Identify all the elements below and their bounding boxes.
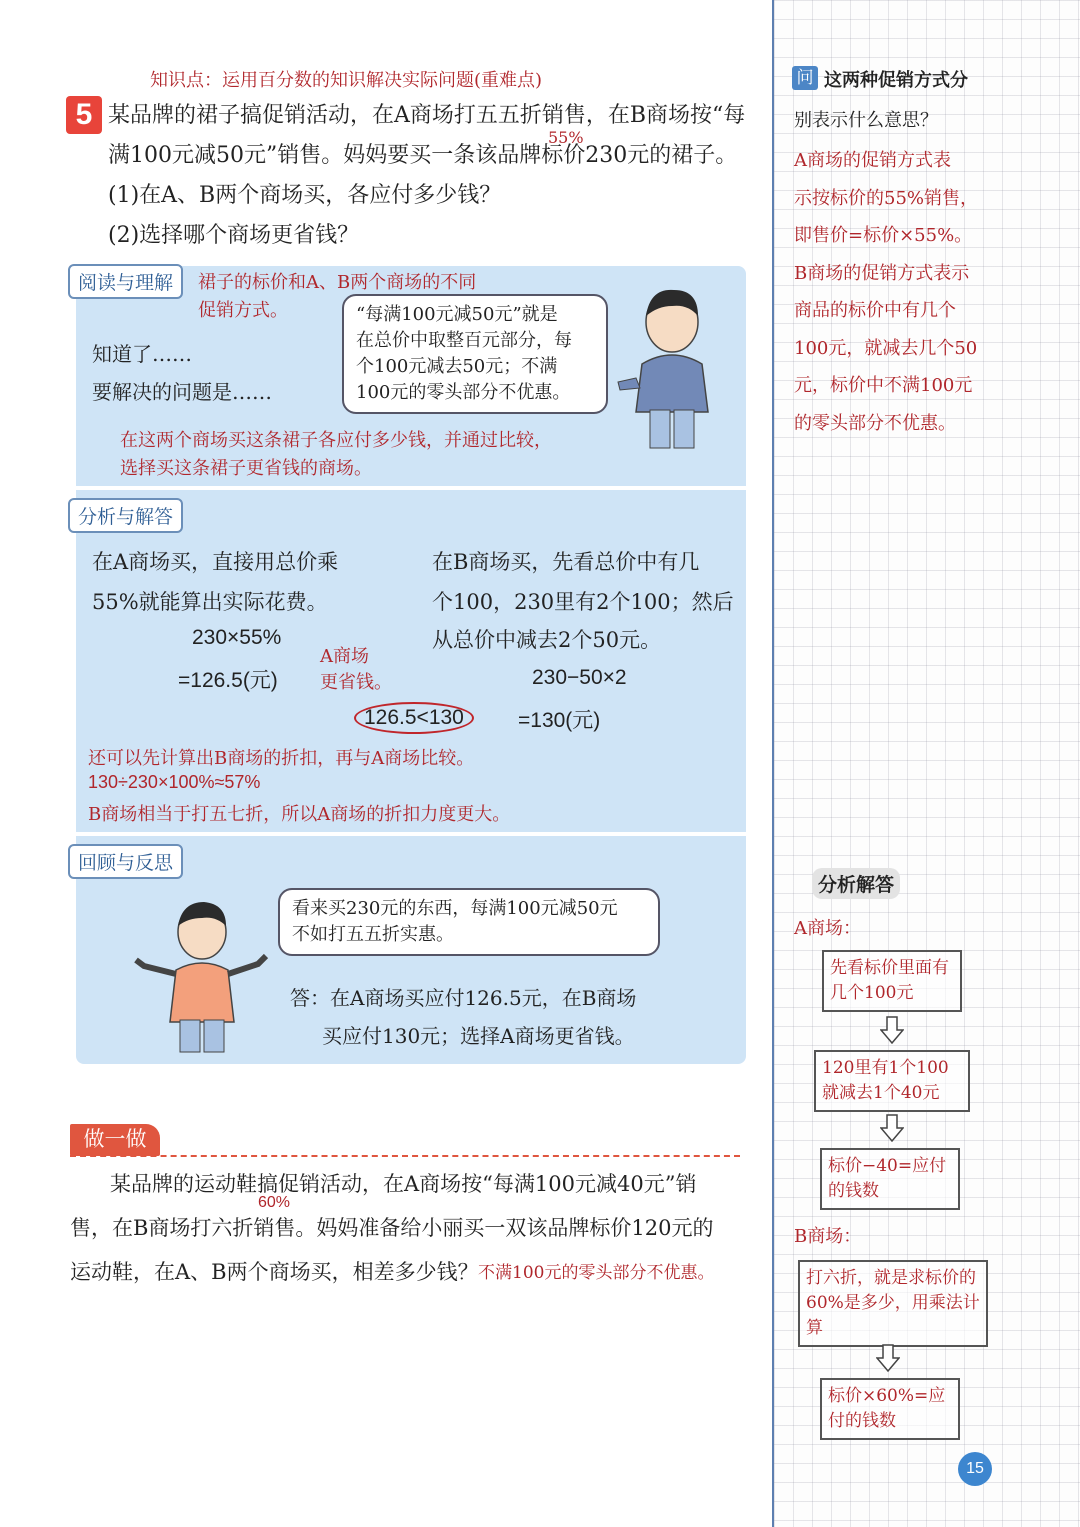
- sidebar-grid: [772, 0, 1080, 1527]
- review-tag: 回顾与反思: [68, 844, 183, 879]
- analysis-extra-3: B商场相当于打五七折，所以A商场的折扣力度更大。: [88, 804, 511, 825]
- analysis-extra-1: 还可以先计算出B商场的折扣，再与A商场比较。: [88, 748, 475, 769]
- flow-b-step-1: 打六折，就是求标价的60%是多少，用乘法计算: [798, 1260, 988, 1347]
- problem-question-1: (1)在A、B两个商场买，各应付多少钱？: [108, 183, 502, 208]
- reading-answer-line-2: 选择买这条裙子更省钱的商场。: [120, 458, 372, 479]
- boy-figure-2: [126, 896, 274, 1054]
- flow-b-step-2: 标价×60%=应付的钱数: [820, 1378, 960, 1440]
- reading-bubble-line-3: 个100元减去50元；不满: [356, 356, 558, 377]
- practice-tag: 做一做: [70, 1124, 160, 1156]
- arrow-down-icon: [880, 1016, 904, 1044]
- analysis-a-line-2: 55%就能算出实际花费。: [92, 590, 328, 614]
- analysis-b-calc-2: =130(元): [518, 709, 601, 732]
- analysis-compare: 126.5<130: [354, 702, 474, 734]
- question-number-badge: 5: [66, 96, 102, 134]
- review-bubble-line-1: 看来买230元的东西，每满100元减50元: [292, 898, 618, 919]
- analysis-extra-2: 130÷230×100%≈57%: [88, 772, 261, 792]
- flow-a-step-3: 标价−40=应付的钱数: [820, 1148, 960, 1210]
- sidebar-question-line-1: 这两种促销方式分: [824, 70, 968, 91]
- sidebar-question-line-2: 别表示什么意思？: [794, 110, 938, 131]
- analysis-b-line-2: 个100，230里有2个100；然后: [432, 590, 734, 614]
- reading-bubble-line-4: 100元的零头部分不优惠。: [356, 382, 571, 403]
- review-answer-line-1: 答：在A商场买应付126.5元，在B商场: [290, 986, 637, 1010]
- sidebar-answer-line: 商品的标价中有几个: [794, 300, 956, 321]
- knowledge-point-note: 知识点：运用百分数的知识解决实际问题(重难点): [150, 70, 543, 91]
- flow-a-step-1: 先看标价里面有几个100元: [822, 950, 962, 1012]
- practice-divider: [70, 1155, 740, 1157]
- review-bubble-line-2: 不如打五五折实惠。: [292, 924, 454, 945]
- arrow-down-icon: [880, 1114, 904, 1142]
- sidebar-answer-line: 示按标价的55%销售，: [794, 187, 979, 209]
- sidebar-answer: [794, 142, 978, 442]
- problem-line-2: 满100元减50元”销售。妈妈要买一条该品牌标价230元的裙子。: [108, 143, 738, 168]
- analysis-b-calc-1: 230−50×2: [532, 666, 627, 689]
- problem-text: [108, 96, 758, 256]
- sidebar-answer-line: B商场的促销方式表示: [794, 262, 970, 284]
- practice-note: 不满100元的零头部分不优惠。: [478, 1263, 715, 1283]
- analysis-b-line-3: 从总价中减去2个50元。: [432, 628, 662, 652]
- analysis-a-calc-2: =126.5(元): [178, 669, 278, 692]
- reading-answer-line-1: 在这两个商场买这条裙子各应付多少钱，并通过比较，: [120, 430, 552, 451]
- sidebar-answer-line: 元，标价中不满100元: [794, 375, 973, 396]
- practice-line-3: 运动鞋，在A、B两个商场买，相差多少钱？: [70, 1260, 479, 1284]
- reading-note-line-2: 促销方式。: [198, 300, 288, 321]
- reading-bubble-line-2: 在总价中取整百元部分，每: [356, 330, 572, 351]
- sidebar-answer-line: 即售价=标价×55%。: [794, 225, 973, 246]
- boy-figure-1: [612, 282, 732, 450]
- flow-a-label: A商场：: [794, 918, 861, 939]
- flow-title: 分析解答: [812, 868, 900, 899]
- reading-note-line-1: 裙子的标价和A、B两个商场的不同: [198, 272, 477, 293]
- problem-line-1: 某品牌的裙子搞促销活动，在A商场打五五折销售，在B商场按“每: [108, 103, 746, 128]
- reading-tag: 阅读与理解: [68, 264, 183, 299]
- problem-question-2: (2)选择哪个商场更省钱？: [108, 223, 360, 248]
- review-answer-line-2: 买应付130元；选择A商场更省钱。: [322, 1024, 635, 1048]
- sidebar-answer-line: 100元，就减去几个50: [794, 337, 978, 359]
- page-number: 15: [958, 1452, 992, 1486]
- practice-line-2: 售，在B商场打六折销售。妈妈准备给小丽买一双该品牌标价120元的: [70, 1216, 714, 1240]
- practice-pct-annotation: 60%: [258, 1194, 291, 1211]
- practice-line-1: 某品牌的运动鞋搞促销活动，在A商场按“每满100元减40元”销: [110, 1172, 697, 1196]
- sidebar-answer-line: 的零头部分不优惠。: [794, 412, 956, 434]
- analysis-a-line-1: 在A商场买，直接用总价乘: [92, 550, 339, 574]
- reading-known: 知道了……: [92, 342, 192, 366]
- analysis-tag: 分析与解答: [68, 498, 183, 533]
- reading-bubble-line-1: “每满100元减50元”就是: [356, 304, 558, 325]
- flow-a-step-2: 120里有1个100就减去1个40元: [814, 1050, 970, 1112]
- analysis-b-line-1: 在B商场买，先看总价中有几: [432, 550, 700, 574]
- review-bubble: [278, 888, 660, 956]
- pct-annotation: 55%: [548, 128, 584, 147]
- reading-bubble: [342, 294, 608, 414]
- analysis-a-calc-1: 230×55%: [192, 626, 282, 649]
- analysis-a-note-1: A商场: [320, 646, 369, 667]
- sidebar-answer-line: A商场的促销方式表: [794, 150, 951, 171]
- flow-b-label: B商场：: [794, 1226, 862, 1247]
- arrow-down-icon: [876, 1344, 900, 1372]
- reading-goal: 要解决的问题是……: [92, 380, 272, 404]
- question-icon: 问: [792, 66, 818, 90]
- analysis-a-note-2: 更省钱。: [320, 672, 392, 693]
